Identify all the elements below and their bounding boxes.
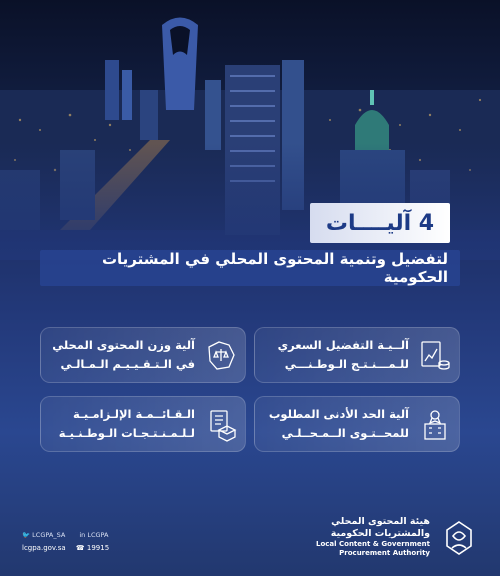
mechanism-card-minimum-local-content [254,396,460,452]
linkedin-handle[interactable]: in LCGPA [79,531,109,539]
mechanism-label: آلــيـة التفضيل السعري للـمـــنـتـج الـوطـنـــي [277,338,409,371]
price-chart-coins-icon [419,339,451,373]
list-box-icon [205,408,237,442]
title-text: 4 آليــــات [325,210,435,236]
mechanism-label: الـقـائــمـة الإلـزامـيـة لـلـمـنـتـجـات الـوطـنـيـة [58,407,195,440]
contact-info [22,544,117,552]
organization-name: هيئة المحتوى المحلي والمشتريات الحكومية Local Content & Government Procurement Authority [316,516,430,557]
website-link[interactable]: lcgpa.gov.sa [22,544,66,552]
social-handles [22,531,121,539]
mechanism-card-mandatory-list [40,396,246,452]
title-box [310,203,450,243]
saudi-map-scale-icon [205,339,237,373]
lcgpa-logo-icon [440,518,478,558]
subtitle-band [40,250,460,286]
subtitle-text: لتفضيل وتنمية المحتوى المحلي في المشتريات الحكومية [101,250,448,286]
mechanism-card-price-preference [254,327,460,383]
twitter-handle[interactable]: 🐦 LCGPA_SA [22,531,66,539]
mechanism-card-local-content-weight [40,327,246,383]
building-ribbon-icon [419,408,451,442]
mechanism-label: آلية وزن المحتوى المحلي في الـتـقـيـيـم الـمـالـي [52,338,195,371]
mechanism-label: آلية الحد الأدنى المطلوب للمحــتـوى الــمـحــلـي [268,407,409,440]
phone-number[interactable]: ☎ 19915 [75,544,110,552]
